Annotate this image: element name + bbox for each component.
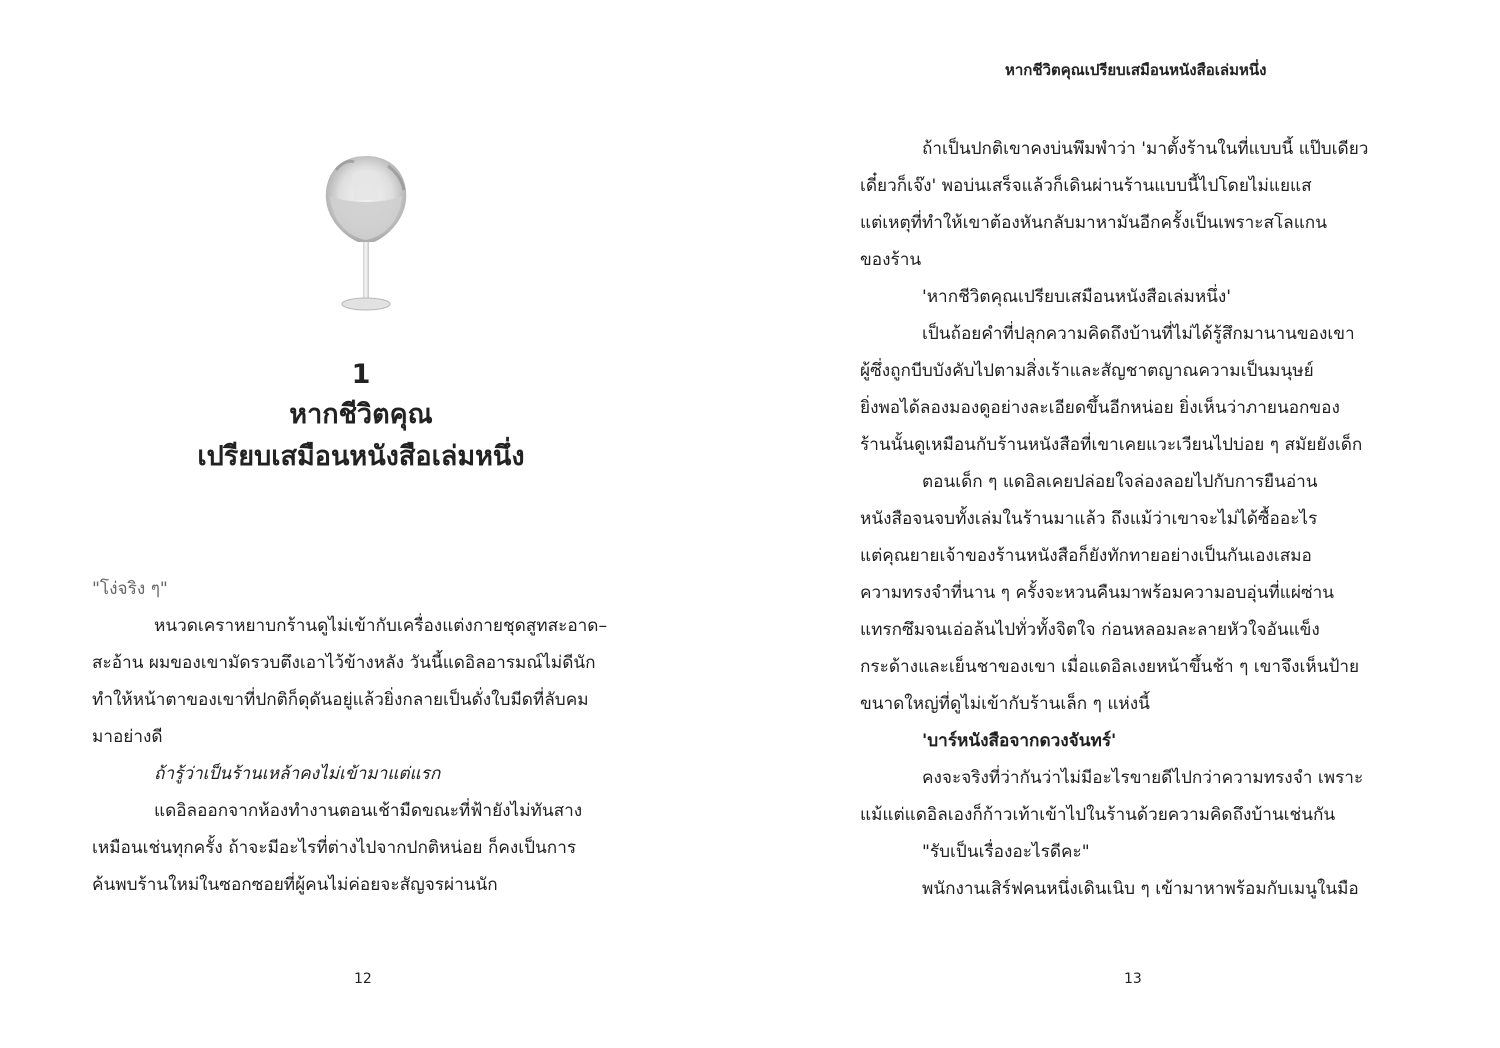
text-line: สะอ้าน ผมของเขามัดรวบตึงเอาไว้ข้างหลัง วันนี้แดอิลอารมณ์ไม่ดีนัก [92, 653, 596, 673]
running-head: หากชีวิตคุณเปรียบเสมือนหนังสือเล่มหนึ่ง [1005, 61, 1267, 79]
text-line: แต่คุณยายเจ้าของร้านหนังสือก็ยังทักทายอย่างเป็นกันเองเสมอ [860, 546, 1312, 566]
text-line: แทรกซึมจนเอ่อล้นไปทั่วทั้งจิตใจ ก่อนหลอมละลายหัวใจอันแข็ง [860, 620, 1320, 640]
text-line: เหมือนเช่นทุกครั้ง ถ้าจะมีอะไรที่ต่างไปจากปกติหน่อย ก็คงเป็นการ [92, 838, 577, 858]
text-line: "รับเป็นเรื่องอะไรดีคะ" [922, 842, 1090, 862]
text-line: ขนาดใหญ่ที่ดูไม่เข้ากับร้านเล็ก ๆ แห่งนี้ [860, 694, 1150, 714]
text-line: ความทรงจำที่นาน ๆ ครั้งจะหวนคืนมาพร้อมความอบอุ่นที่แผ่ซ่าน [860, 583, 1335, 603]
page-number: 13 [1124, 971, 1142, 987]
text-line: เป็นถ้อยคำที่ปลุกความคิดถึงบ้านที่ไม่ได้รู้สึกมานานของเขา [922, 324, 1355, 344]
chapter-number: 1 [351, 359, 371, 390]
text-line: ร้านนั้นดูเหมือนกับร้านหนังสือที่เขาเคยแวะเวียนไปบ่อย ๆ สมัยยังเด็ก [860, 435, 1363, 455]
chapter-title-line: หากชีวิตคุณ [289, 399, 433, 430]
text-line: ถ้ารู้ว่าเป็นร้านเหล้าคงไม่เข้ามาแต่แรก [154, 764, 441, 784]
text-line: ตอนเด็ก ๆ แดอิลเคยปล่อยใจล่องลอยไปกับการยืนอ่าน [922, 472, 1318, 492]
text-line: ทำให้หน้าตาของเขาที่ปกติก็ดุดันอยู่แล้วยิ่งกลายเป็นดั่งใบมีดที่ลับคม [92, 690, 589, 710]
text-line: คงจะจริงที่ว่ากันว่าไม่มีอะไรขายดีไปกว่าความทรงจำ เพราะ [922, 768, 1364, 788]
text-line: หนวดเคราหยาบกร้านดูไม่เข้ากับเครื่องแต่งกายชุดสูทสะอาด– [154, 616, 608, 636]
page-number: 12 [354, 971, 372, 987]
right-page [750, 0, 1500, 1048]
text-line: แต่เหตุที่ทำให้เขาต้องหันกลับมาหามันอีกครั้งเป็นเพราะสโลแกน [860, 213, 1327, 233]
text-line: ยิ่งพอได้ลองมองดูอย่างละเอียดขึ้นอีกหน่อย ยิ่งเห็นว่าภายนอกของ [860, 398, 1340, 418]
text-line: มาอย่างดี [92, 727, 163, 747]
text-line: "โง่จริง ๆ" [92, 579, 168, 599]
text-line: หนังสือจนจบทั้งเล่มในร้านมาแล้ว ถึงแม้ว่าเขาจะไม่ได้ซื้ออะไร [860, 509, 1318, 529]
right-page-body [860, 131, 1400, 908]
text-line: แดอิลออกจากห้องทำงานตอนเช้ามืดขณะที่ฟ้ายังไม่ทันสาง [154, 801, 583, 821]
chapter-title [0, 394, 722, 478]
text-line: พนักงานเสิร์ฟคนหนึ่งเดินเนิบ ๆ เข้ามาหาพร้อมกับเมนูในมือ [922, 879, 1359, 899]
text-line: เดี๋ยวก็เจ๊ง' พอบ่นเสร็จแล้วก็เดินผ่านร้านแบบนี้ไปโดยไม่แยแส [860, 176, 1312, 196]
text-line: กระด้างและเย็นชาของเขา เมื่อแดอิลเงยหน้าขึ้นช้า ๆ เขาจึงเห็นป้าย [860, 657, 1360, 677]
wine-glass-illustration [318, 150, 414, 315]
chapter-title-line: เปรียบเสมือนหนังสือเล่มหนึ่ง [197, 441, 525, 472]
text-line: ถ้าเป็นปกติเขาคงบ่นพึมพำว่า 'มาตั้งร้านในที่แบบนี้ แป๊บเดียว [922, 139, 1369, 159]
text-line: ผู้ซึ่งถูกบีบบังคับไปตามสิ่งเร้าและสัญชาตญาณความเป็นมนุษย์ [860, 361, 1314, 381]
text-line: ค้นพบร้านใหม่ในซอกซอยที่ผู้คนไม่ค่อยจะสัญจรผ่านนัก [92, 875, 498, 895]
text-line: ของร้าน [860, 250, 922, 270]
text-line: แม้แต่แดอิลเองก็ก้าวเท้าเข้าไปในร้านด้วยความคิดถึงบ้านเช่นกัน [860, 805, 1336, 825]
text-line: 'หากชีวิตคุณเปรียบเสมือนหนังสือเล่มหนึ่ง' [922, 287, 1232, 307]
left-page-body [92, 571, 634, 904]
text-line: 'บาร์หนังสือจากดวงจันทร์' [922, 731, 1117, 751]
